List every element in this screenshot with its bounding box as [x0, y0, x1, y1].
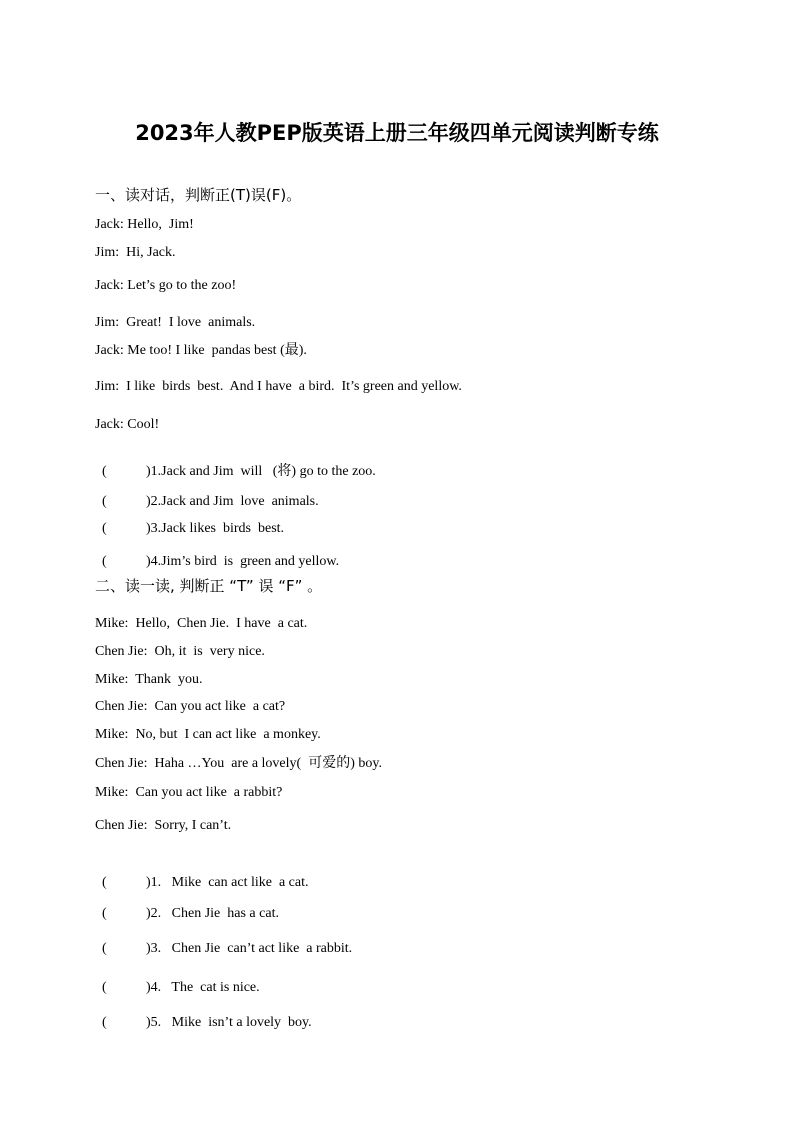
question-text: )2. Chen Jie has a cat.	[146, 906, 279, 921]
dialogue-line: Chen Jie: Haha …You are a lovely( 可爱的) boy.	[95, 756, 382, 771]
dialogue-line: Chen Jie: Oh, it is very nice.	[95, 644, 265, 659]
answer-blank[interactable]: (	[102, 941, 107, 956]
dialogue-line: Chen Jie: Can you act like a cat?	[95, 699, 286, 714]
question-text: )3.Jack likes birds best.	[146, 521, 285, 536]
answer-blank[interactable]: (	[102, 554, 107, 569]
question-text: )4. The cat is nice.	[146, 980, 260, 995]
question-text: )2.Jack and Jim love animals.	[146, 494, 319, 509]
dialogue-line: Jack: Let’s go to the zoo!	[95, 278, 237, 293]
answer-blank[interactable]: (	[102, 875, 107, 890]
dialogue-line: Jack: Me too! I like pandas best (最).	[95, 343, 307, 358]
dialogue-line: Mike: Thank you.	[95, 672, 203, 687]
question-item	[95, 887, 279, 923]
dialogue-line: Jim: Great! I love animals.	[95, 315, 256, 330]
question-text: )5. Mike isn’t a lovely boy.	[146, 1015, 312, 1030]
section2-heading: 二、读一读, 判断正 “T” 误 “F” 。	[95, 577, 323, 595]
section1-heading: 一、读对话，判断正(T)误(F)。	[95, 186, 302, 204]
dialogue-line: Mike: No, but I can act like a monkey.	[95, 727, 321, 742]
answer-blank[interactable]: (	[102, 494, 107, 509]
answer-blank[interactable]: (	[102, 906, 107, 921]
question-item	[95, 961, 260, 997]
question-item	[95, 502, 284, 538]
question-text: )3. Chen Jie can’t act like a rabbit.	[146, 941, 353, 956]
dialogue-line: Jim: I like birds best. And I have a bird. It’s green and yellow.	[95, 379, 462, 394]
dialogue-line: Mike: Can you act like a rabbit?	[95, 785, 283, 800]
answer-blank[interactable]: (	[102, 521, 107, 536]
dialogue-line: Chen Jie: Sorry, I can’t.	[95, 818, 232, 833]
page-title: 2023年人教PEP版英语上册三年级四单元阅读判断专练	[135, 121, 659, 145]
question-item	[95, 535, 339, 571]
question-text: )1. Mike can act like a cat.	[146, 875, 309, 890]
answer-blank[interactable]: (	[102, 1015, 107, 1030]
answer-blank[interactable]: (	[102, 464, 107, 479]
dialogue-line: Jack: Cool!	[95, 417, 160, 432]
dialogue-line: Mike: Hello, Chen Jie. I have a cat.	[95, 616, 308, 631]
question-text: )4.Jim’s bird is green and yellow.	[146, 554, 340, 569]
question-item	[95, 922, 352, 958]
answer-blank[interactable]: (	[102, 980, 107, 995]
question-item	[95, 996, 312, 1032]
dialogue-line: Jack: Hello, Jim!	[95, 217, 194, 232]
dialogue-line: Jim: Hi, Jack.	[95, 245, 176, 260]
question-text: )1.Jack and Jim will (将) go to the zoo.	[146, 464, 376, 479]
